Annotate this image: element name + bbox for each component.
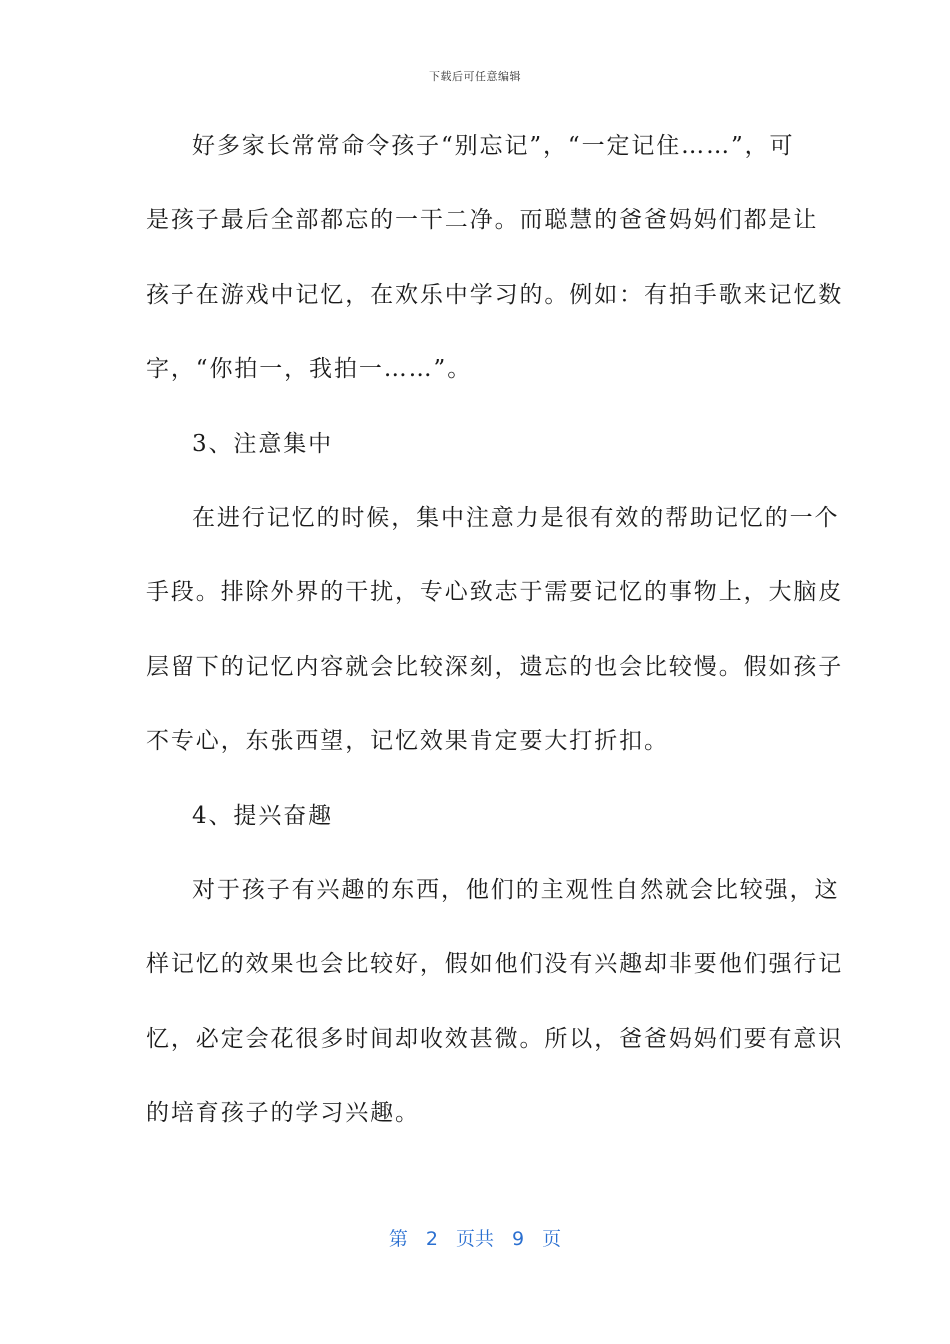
section-heading: 3、注意集中 — [192, 430, 334, 457]
total-pages-number: 9 — [512, 1228, 525, 1250]
footer-middle: 页共 — [455, 1228, 494, 1250]
paragraph-line: 对于孩子有兴趣的东西，他们的主观性自然就会比较强，这 — [192, 876, 840, 903]
footer-suffix: 页 — [542, 1228, 562, 1250]
paragraph-line: 是孩子最后全部都忘的一干二净。而聪慧的爸爸妈妈们都是让 — [146, 207, 819, 234]
paragraph-line: 在进行记忆的时候，集中注意力是很有效的帮助记忆的一个 — [192, 504, 840, 531]
page-header: 下载后可任意编辑 — [429, 70, 521, 83]
paragraph-line: 忆，必定会花很多时间却收效甚微。所以，爸爸妈妈们要有意识 — [146, 1025, 844, 1052]
document-body — [146, 122, 844, 1163]
paragraph-line: 孩子在游戏中记忆，在欢乐中学习的。例如：有拍手歌来记忆数 — [146, 281, 844, 308]
paragraph-line: 好多家长常常命令孩子“别忘记”，“一定记住……”，可 — [192, 133, 795, 159]
paragraph-line: 层留下的记忆内容就会比较深刻，遗忘的也会比较慢。假如孩子 — [146, 653, 844, 680]
paragraph-line: 不专心，东张西望，记忆效果肯定要大打折扣。 — [146, 728, 669, 755]
paragraph-line: 手段。排除外界的干扰，专心致志于需要记忆的事物上，大脑皮 — [146, 579, 844, 606]
current-page-number: 2 — [425, 1228, 438, 1250]
section-heading: 4、提兴奋趣 — [192, 802, 334, 829]
paragraph-line: 字，“你拍一，我拍一……”。 — [146, 356, 473, 383]
footer-prefix: 第 — [388, 1228, 408, 1250]
paragraph-line: 的培育孩子的学习兴趣。 — [146, 1100, 420, 1127]
page-footer — [0, 1224, 950, 1251]
paragraph-line: 样记忆的效果也会比较好，假如他们没有兴趣却非要他们强行记 — [146, 951, 844, 978]
